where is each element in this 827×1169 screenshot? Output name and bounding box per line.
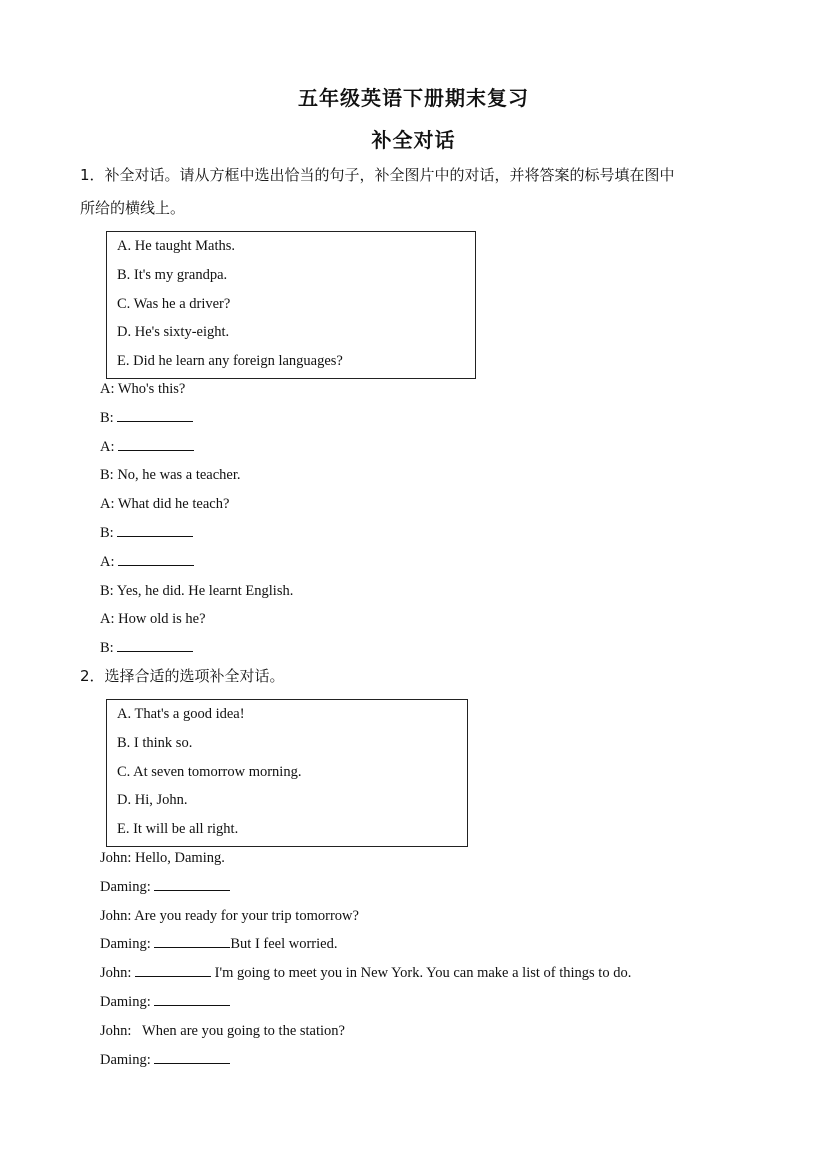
q2-option-a: A. That's a good idea! [117,706,245,722]
q1-option-d: D. He's sixty-eight. [117,324,230,341]
answer-blank[interactable] [154,932,230,948]
dialogue-line [100,461,293,490]
dialogue-line [100,1017,631,1046]
dialogue-line [100,1046,631,1075]
speaker-label: John: [100,965,132,982]
dialogue-text: I'm going to meet you in New York. You can make a list of things to do. [211,965,632,982]
speaker-label: Daming: [100,993,151,1010]
speaker-label: B: [100,524,114,541]
dialogue-text: What did he teach? [117,496,230,513]
question-1-dialogue [100,375,293,663]
q2-option-c: C. At seven tomorrow morning. [117,763,302,780]
page-title: 五年级英语下册期末复习 [298,86,529,110]
q1-option-b: B. It's my grandpa. [117,266,228,283]
dialogue-line [100,404,293,433]
q2-option-b: B. I think so. [117,734,193,751]
answer-blank[interactable] [117,521,193,537]
speaker-label: John: [100,1022,132,1039]
dialogue-text: Are you ready for your trip tomorrow? [134,907,359,924]
q2-option-d: D. Hi, John. [117,792,188,809]
answer-blank[interactable] [118,435,194,451]
q1-option-e: E. Did he learn any foreign languages? [117,353,343,370]
question-1-options-box [106,231,476,379]
question-2-dialogue [100,844,631,1074]
answer-blank[interactable] [117,406,193,422]
speaker-label: John: [100,907,132,924]
q1-option-a: A. He taught Maths. [117,238,235,254]
speaker-label: A: [100,438,115,455]
dialogue-line [100,548,293,577]
dialogue-line [100,605,293,634]
dialogue-line [100,433,293,462]
question-1-prompt [80,159,750,225]
answer-blank[interactable] [154,990,230,1006]
dialogue-line [100,844,631,873]
speaker-label: Daming: [100,1051,151,1068]
dialogue-text: Yes, he did. He learnt English. [116,582,294,599]
dialogue-text: Hello, Daming. [135,850,225,866]
dialogue-line [100,375,293,404]
question-1-prompt-line1: 1．补全对话。请从方框中选出恰当的句子，补全图片中的对话，并将答案的标号填在图中 [80,166,675,184]
speaker-label: A: [100,496,115,513]
dialogue-text: Who's this? [117,381,186,397]
dialogue-line [100,988,631,1017]
answer-blank[interactable] [154,875,230,891]
dialogue-text: But I feel worried. [230,936,338,953]
question-1-prompt-line2: 所给的横线上。 [80,199,186,217]
dialogue-text: When are you going to the station? [131,1022,345,1039]
dialogue-line [100,959,631,988]
dialogue-text: No, he was a teacher. [117,467,241,484]
speaker-label: Daming: [100,878,151,895]
dialogue-line [100,634,293,663]
speaker-label: B: [100,467,114,484]
dialogue-line [100,873,631,902]
speaker-label: B: [100,640,114,657]
question-2-options-box [106,699,468,847]
q2-option-e: E. It will be all right. [117,821,239,838]
dialogue-text: How old is he? [118,611,206,628]
dialogue-line [100,490,293,519]
speaker-label: A: [100,553,115,570]
answer-blank[interactable] [117,636,193,652]
question-2-prompt: 2．选择合适的选项补全对话。 [80,667,285,685]
answer-blank[interactable] [135,961,211,977]
speaker-label: B: [100,582,114,599]
speaker-label: B: [100,409,114,426]
dialogue-line [100,577,293,606]
answer-blank[interactable] [118,550,194,566]
dialogue-line [100,519,293,548]
dialogue-line [100,902,631,931]
speaker-label: Daming: [100,936,151,953]
q1-option-c: C. Was he a driver? [117,295,231,312]
speaker-label: A: [100,611,115,628]
speaker-label: John: [100,850,132,866]
speaker-label: A: [100,381,115,397]
page-subtitle: 补全对话 [371,128,456,152]
answer-blank[interactable] [154,1048,230,1064]
dialogue-line [100,930,631,959]
